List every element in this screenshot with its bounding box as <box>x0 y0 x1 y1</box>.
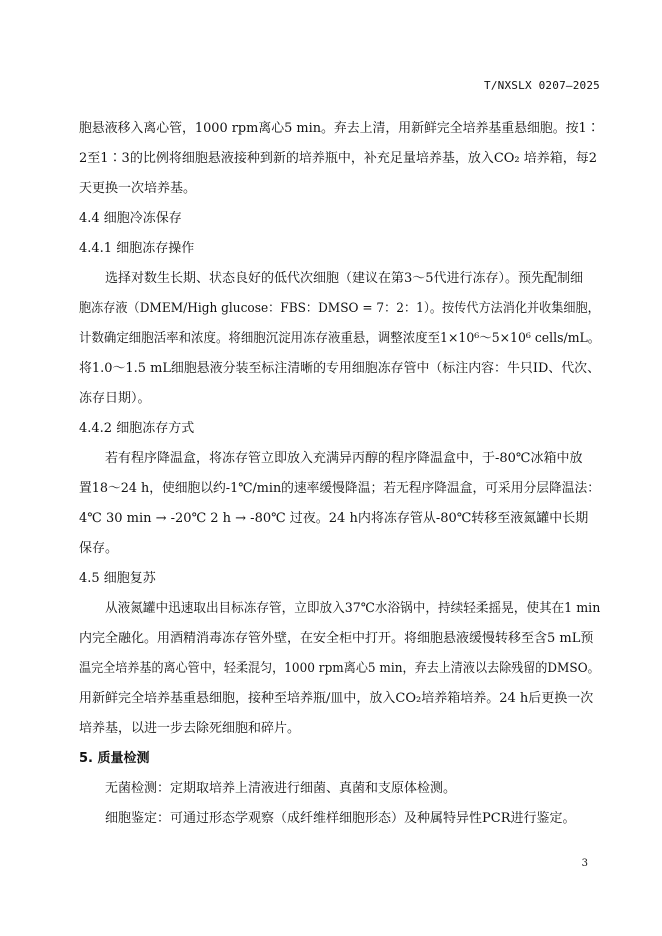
paragraph-line: 若有程序降温盒，将冻存管立即放入充满异丙醇的程序降温盒中，于-80℃冰箱中放 <box>105 451 583 466</box>
paragraph-line: 选择对数生长期、状态良好的低代次细胞（建议在第3～5代进行冻存）。预先配制细 <box>105 271 584 286</box>
paragraph-line: 胞悬液移入离心管，1000 rpm离心5 min。弃去上清，用新鲜完全培养基重悬细胞。按1∶ <box>79 121 600 136</box>
document-code: T/NXSLX 0207—2025 <box>484 79 600 92</box>
paragraph-line: 无菌检测：定期取培养上清液进行细菌、真菌和支原体检测。 <box>105 781 457 796</box>
paragraph-line: 胞冻存液（DMEM/High glucose：FBS：DMSO = 7：2：1）。按传代方法消化并收集细胞， <box>79 301 600 316</box>
paragraph-line: 将1.0～1.5 mL细胞悬液分装至标注清晰的专用细胞冻存管中（标注内容：牛只ID、代次、 <box>79 361 601 376</box>
chapter-heading: 5. 质量检测 <box>79 751 150 766</box>
paragraph-line: 温完全培养基的离心管中，轻柔混匀，1000 rpm离心5 min，弃去上清液以去除残留的DMSO。 <box>79 661 600 676</box>
paragraph-line: 用新鲜完全培养基重悬细胞，接种至培养瓶/皿中，放入CO₂培养箱培养。24 h后更换一次 <box>79 691 594 706</box>
page-number: 3 <box>581 858 588 869</box>
subsection-heading: 4.4.2 细胞冻存方式 <box>79 421 195 436</box>
section-heading: 4.5 细胞复苏 <box>79 571 156 586</box>
paragraph-line: 培养基，以进一步去除死细胞和碎片。 <box>79 721 301 736</box>
paragraph-line: 内完全融化。用酒精消毒冻存管外壁，在安全柜中打开。将细胞悬液缓慢转移至含5 mL预 <box>79 631 594 646</box>
paragraph-line: 细胞鉴定：可通过形态学观察（成纤维样细胞形态）及种属特异性PCR进行鉴定。 <box>105 811 576 826</box>
paragraph-line: 冻存日期）。 <box>79 391 151 406</box>
section-heading: 4.4 细胞冷冻保存 <box>79 211 182 226</box>
paragraph-line: 从液氮罐中迅速取出目标冻存管，立即放入37℃水浴锅中，持续轻柔摇晃，使其在1 min <box>105 601 601 616</box>
subsection-heading: 4.4.1 细胞冻存操作 <box>79 241 195 256</box>
paragraph-line: 2至1∶3的比例将细胞悬液接种到新的培养瓶中，补充足量培养基，放入CO₂ 培养箱，每2 <box>79 151 598 166</box>
paragraph-line: 保存。 <box>79 541 119 556</box>
paragraph-line: 置18～24 h，使细胞以约-1℃/min的速率缓慢降温；若无程序降温盒，可采用分层降温法： <box>79 481 601 496</box>
paragraph-line: 天更换一次培养基。 <box>79 181 197 196</box>
paragraph-line: 4℃ 30 min → -20℃ 2 h → -80℃ 过夜。24 h内将冻存管从-80℃转移至液氮罐中长期 <box>79 511 589 526</box>
paragraph-line: 计数确定细胞活率和浓度。将细胞沉淀用冻存液重悬，调整浓度至1×10⁶～5×10⁶ cells/mL。 <box>79 331 601 346</box>
